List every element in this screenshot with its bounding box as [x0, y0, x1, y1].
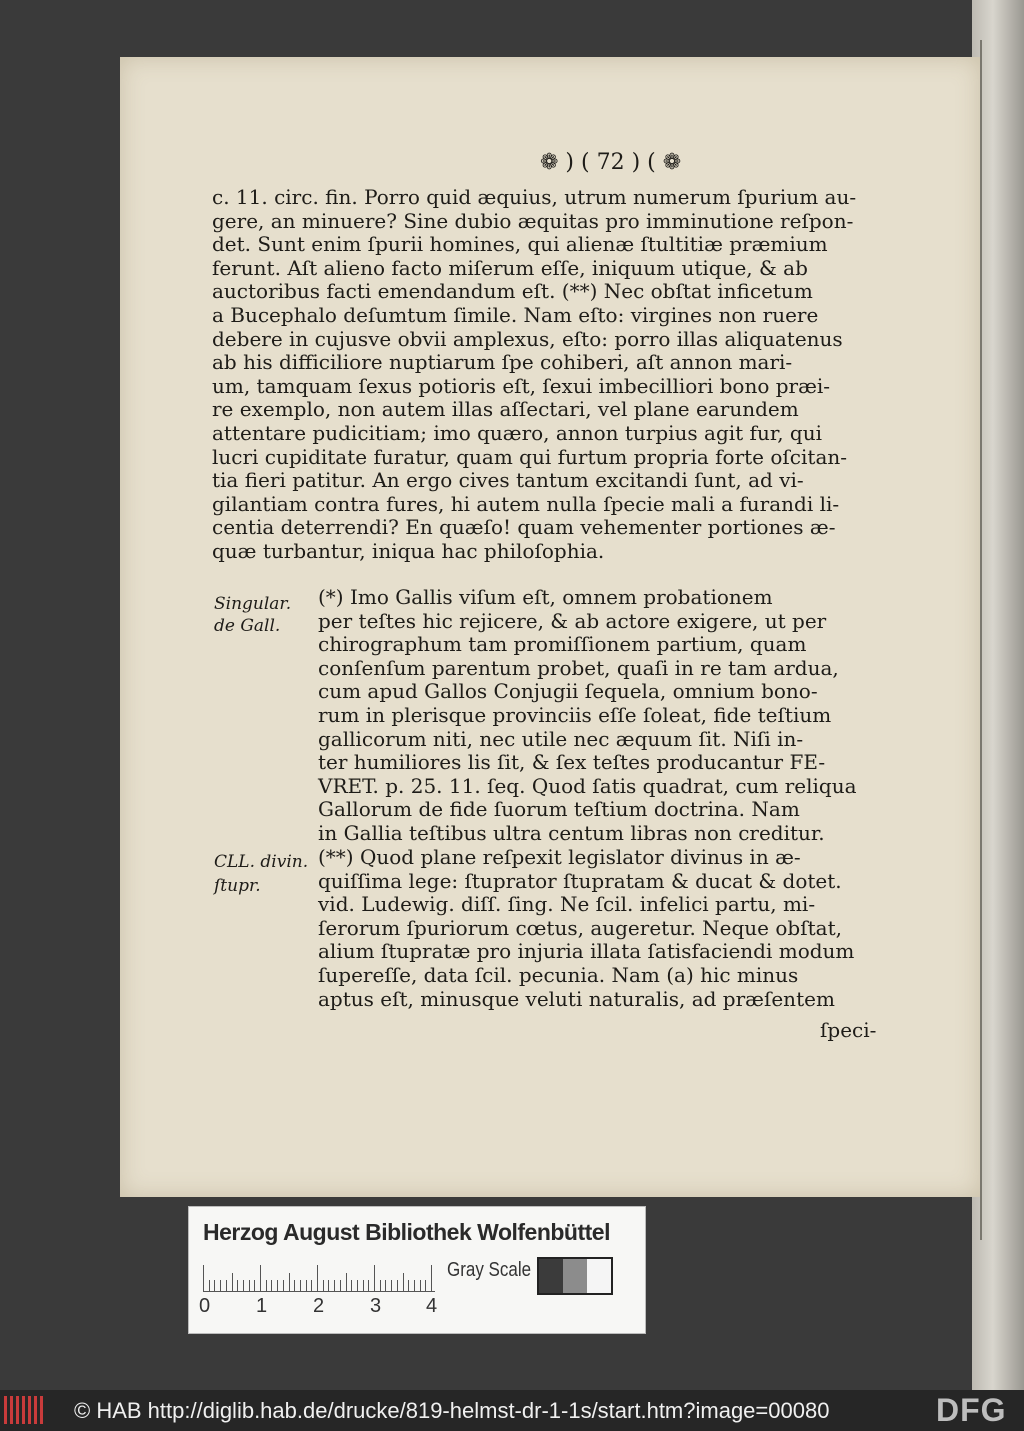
ruler-tick: [351, 1280, 352, 1291]
library-name: Herzog August Bibliothek Wolfenbüttel: [203, 1219, 610, 1245]
catchword: ſpeci-: [820, 1018, 877, 1042]
spine-edge: [980, 40, 982, 1240]
ruler-tick: [203, 1265, 204, 1291]
ruler-tick: [214, 1280, 215, 1291]
margin-note-singular: Singular.: [214, 594, 292, 614]
gray-scale-swatch: [537, 1257, 613, 1295]
ruler-tick: [374, 1265, 375, 1291]
scale-ruler: [203, 1261, 435, 1292]
ruler-tick: [397, 1280, 398, 1291]
footer-url-text[interactable]: © HAB http://diglib.hab.de/drucke/819-helmst-dr-1-1s/start.htm?image=00080: [74, 1398, 830, 1423]
ruler-tick: [368, 1280, 369, 1291]
text-line: quæ turbantur, iniqua hac philoſophia.: [212, 539, 605, 563]
text-line: tia fieri patitur. An ergo cives tantum excitandi ſunt, ad vi-: [212, 468, 804, 493]
ruler-tick: [403, 1273, 404, 1291]
text-line: um, tamquam ſexus potioris eſt, ſexui imbecilliori bono præi-: [212, 373, 831, 398]
ruler-tick: [260, 1265, 261, 1291]
ruler-tick: [249, 1280, 250, 1291]
ruler-tick: [220, 1280, 221, 1291]
text-line: attentare pudicitiam; imo quæro, annon turpius agit fur, qui: [212, 421, 822, 445]
swatch-light: [587, 1259, 611, 1293]
ruler-tick: [283, 1280, 284, 1291]
text-line: cum apud Gallos Conjugii ſequela, omnium bono-: [318, 679, 818, 704]
text-line: ter humiliores lis ſit, & ſex teſtes producantur FE-: [318, 750, 826, 775]
ruler-tick: [334, 1280, 335, 1291]
text-line: ſerorum ſpuriorum cœtus, augeretur. Neque obſtat,: [318, 915, 842, 940]
text-line: VRET. p. 25. 11. ſeq. Quod ſatis quadrat, cum reliqua: [318, 773, 857, 798]
ruler-tick: [323, 1280, 324, 1291]
ruler-tick: [243, 1280, 244, 1291]
ruler-tick: [385, 1280, 386, 1291]
ruler-tick: [237, 1280, 238, 1291]
ruler-number: 2: [313, 1295, 325, 1317]
ruler-tick: [209, 1280, 210, 1291]
ruler-tick: [266, 1280, 267, 1291]
text-line: det. Sunt enim ſpurii homines, qui alienæ ſtultitiæ præmium: [212, 232, 828, 257]
text-line: ferunt. Aſt alieno facto miſerum eſſe, iniquum utique, & ab: [212, 255, 808, 280]
library-label-card: [188, 1206, 646, 1334]
ruler-tick: [254, 1280, 255, 1291]
text-line: chirographum tam promiſſionem partium, quam: [318, 632, 807, 657]
ruler-tick: [317, 1265, 318, 1291]
text-line: re exemplo, non autem illas aſſectari, vel plane earundem: [212, 397, 799, 422]
text-line: rum in plerisque provinciis eſſe ſoleat, fide teſtium: [318, 703, 832, 727]
ruler-tick: [363, 1280, 364, 1291]
ruler-tick: [306, 1280, 307, 1291]
ruler-tick: [414, 1280, 415, 1291]
ruler-number: 1: [256, 1295, 268, 1317]
swatch-dark: [539, 1259, 563, 1293]
ruler-tick: [311, 1280, 312, 1291]
text-line: aptus eſt, minusque veluti naturalis, ad præſentem: [318, 986, 835, 1011]
text-line: ab his difficiliore nuptiarum ſpe cohiberi, aſt annon mari-: [212, 350, 793, 375]
ruler-tick: [431, 1265, 432, 1291]
ruler-tick: [357, 1280, 358, 1291]
text-line: debere in cujusve obvii amplexus, eſto: porro illas aliquatenus: [212, 326, 843, 351]
margin-note-gall: de Gall.: [214, 616, 281, 636]
text-line: conſenſum parentum probet, quaſi in re tam ardua,: [318, 655, 839, 680]
ruler-tick: [425, 1280, 426, 1291]
hab-logo-icon: [4, 1396, 46, 1424]
text-line: Gallorum de fide ſuorum teſtium doctrina. Nam: [318, 797, 800, 822]
margin-note-stupr: ſtupr.: [214, 876, 261, 896]
text-line: gere, an minuere? Sine dubio æquitas pro imminutione reſpon-: [212, 208, 854, 233]
ruler-tick: [340, 1280, 341, 1291]
text-line: gilantiam contra fures, hi autem nulla ſpecie mali a furandi li-: [212, 491, 840, 516]
ruler-tick: [380, 1280, 381, 1291]
text-line: centia deterrendi? En quæſo! quam vehementer portiones æ-: [212, 515, 836, 540]
footer-bar: [0, 1390, 1024, 1431]
text-line: auctoribus facti emendandum eſt. (**) Nec obſtat inficetum: [212, 279, 813, 304]
text-line: c. 11. circ. fin. Porro quid æquius, utrum numerum ſpurium au-: [212, 185, 857, 209]
ruler-tick: [408, 1280, 409, 1291]
ruler-tick: [289, 1273, 290, 1291]
ruler-tick: [391, 1280, 392, 1291]
ruler-tick: [294, 1280, 295, 1291]
ruler-tick: [420, 1280, 421, 1291]
text-line: alium ſtupratæ pro injuria illata ſatisfaciendi modum: [318, 939, 855, 964]
ruler-number: 0: [199, 1295, 211, 1317]
ruler-tick: [328, 1280, 329, 1291]
ruler-tick: [271, 1280, 272, 1291]
text-line: a Bucephalo deſumtum ſimile. Nam eſto: virgines non ruere: [212, 303, 819, 327]
swatch-mid: [563, 1259, 587, 1293]
ruler-number: 4: [426, 1295, 438, 1317]
text-line: gallicorum niti, nec utile nec æquum ſit. Niſi in-: [318, 726, 804, 751]
text-line: ſupereſſe, data ſcil. pecunia. Nam (a) hic minus: [318, 963, 799, 987]
text-line: in Gallia teſtibus ultra centum libras non creditur.: [318, 821, 825, 845]
text-line: (**) Quod plane reſpexit legislator divinus in æ-: [318, 845, 801, 869]
page-header: ❁ ) ( 72 ) ( ❁: [540, 150, 682, 175]
ruler-tick: [346, 1273, 347, 1291]
margin-note-cll: CLL. divin.: [214, 852, 309, 872]
text-line: vid. Ludewig. diſſ. ſing. Ne ſcil. infelici partu, mi-: [318, 892, 816, 917]
text-line: lucri cupiditate furatur, quam qui furtum propria forte oſcitan-: [212, 444, 847, 469]
text-line: per teſtes hic rejicere, & ab actore exigere, ut per: [318, 608, 827, 633]
text-line: (*) Imo Gallis viſum eſt, omnem probationem: [318, 585, 773, 609]
gray-scale-label: Gray Scale: [447, 1259, 532, 1281]
ruler-number: 3: [370, 1295, 382, 1317]
dfg-logo: DFG: [936, 1392, 1007, 1428]
ruler-tick: [232, 1273, 233, 1291]
ruler-tick: [226, 1280, 227, 1291]
ruler-tick: [300, 1280, 301, 1291]
text-line: quiſſima lege: ſtuprator ſtupratam & ducat & dotet.: [318, 868, 842, 893]
ruler-tick: [277, 1280, 278, 1291]
